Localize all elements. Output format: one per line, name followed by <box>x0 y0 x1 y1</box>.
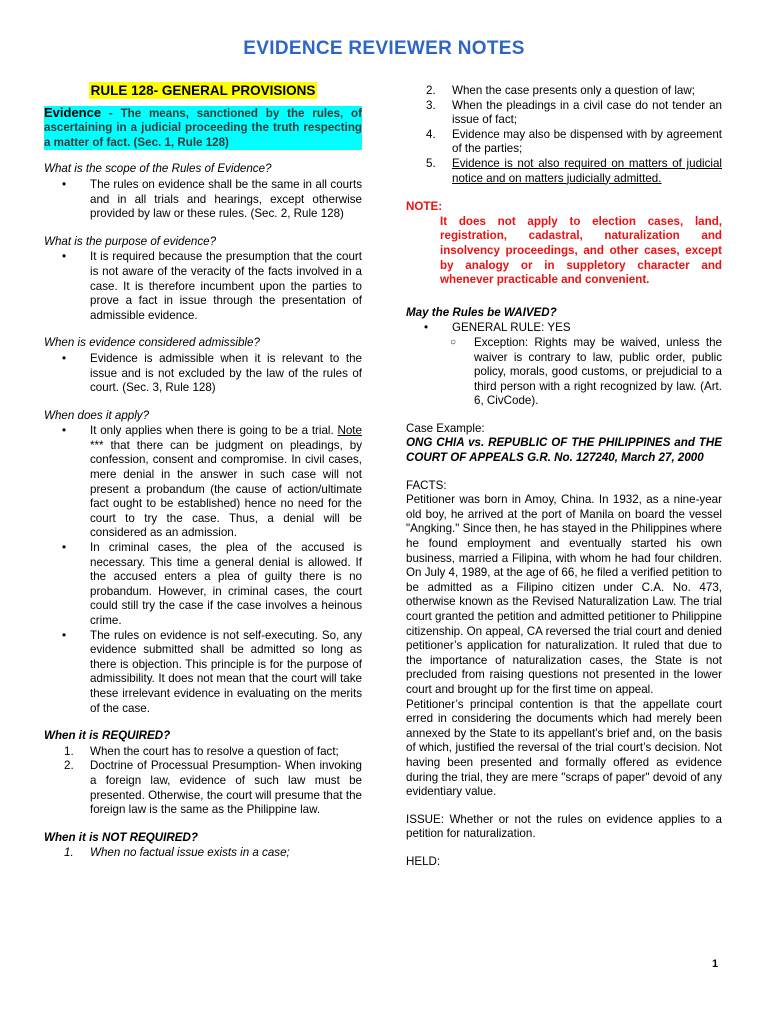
held-label: HELD: <box>406 854 441 868</box>
issue-paragraph: ISSUE: Whether or not the rules on evidence applies to a petition for naturalization. <box>406 812 722 841</box>
left-column <box>44 84 362 861</box>
note-underlined: Note <box>337 424 362 438</box>
list-item: • It is required because the presumption that the court is not aware of the veracity of the facts involved in a case. It is therefore incumbent upon the parties to prove a fact in issue through the presentation of admissible evidence. <box>62 250 362 322</box>
question-waived: May the Rules be WAIVED? <box>406 305 557 319</box>
list-item: • Evidence is admissible when it is relevant to the issue and is not excluded by the law of the rules of court. (Sec. 3, Rule 128) <box>62 351 362 395</box>
list-item: • The rules on evidence shall be the same in all courts and in all trials and hearings, except otherwise provided by law or these rules. (Sec. 2, Rule 128) <box>62 177 362 221</box>
list-item: 3. When the pleadings in a civil case do not tender an issue of fact; <box>426 98 722 127</box>
note-label: NOTE: <box>406 200 443 214</box>
list-item: ○ Exception: Rights may be waived, unless the waiver is contrary to law, public order, public policy, morals, good customs, or prejudicial to a third person with a right recognized by law. (Art. 6, CivCode). <box>450 335 722 408</box>
list-item: • In criminal cases, the plea of the accused is necessary. This time a general denial is allowed. If the accused enters a plea of guilty there is no probandum. However, in criminal cases, the court could still try the case if the case involves a heinous crime. <box>62 541 362 627</box>
bullet-icon: • <box>424 321 429 335</box>
list-item: • It only applies when there is going to be a trial. Note *** that there can be judgment on pleadings, by confession, consent and compromise. In civil cases, mere denial in the answer in such case will not present a probandum (the cause of action/ultimate fact ought to be established) hence no need for the court to try the case. Thus, a denial will be considered as an admission. <box>62 424 362 540</box>
bullet-icon: • <box>62 177 67 191</box>
case-title: ONG CHIA vs. REPUBLIC OF THE PHILIPPINES and THE COURT OF APPEALS G.R. No. 127240, March 27, 2000 <box>406 436 722 465</box>
evidence-definition <box>44 106 362 151</box>
question-required: When it is REQUIRED? <box>44 729 171 743</box>
facts-paragraph-2: Petitioner’s principal contention is that the appellate court erred in considering the documents which had merely been annexed by the State to its appellant’s brief and, on the basis of which, justified the reversal of the trial court’s decision. Not having been presented and formally offered as evidence during the trial, they are mere "scraps of paper" devoid of any evidentiary value. <box>406 697 722 799</box>
question-not-required: When it is NOT REQUIRED? <box>44 830 198 844</box>
document-title: EVIDENCE REVIEWER NOTES <box>243 38 525 59</box>
bullet-icon: • <box>62 541 67 555</box>
list-item: 1. When no factual issue exists in a case; <box>64 846 290 860</box>
bullet-icon: • <box>62 351 67 365</box>
evidence-def: - The means, sanctioned by the rules, of ascertaining in a judicial proceeding the truth respecting a matter of fact. (Sec. 1, Rule 128) <box>44 106 362 149</box>
list-item: 2. Doctrine of Processual Presumption- When invoking a foreign law, evidence of such law must be presented. Otherwise, the court will presume that the foreign law is the same as the Philippine law. <box>64 759 362 817</box>
circle-bullet-icon: ○ <box>450 336 457 348</box>
right-column <box>406 84 722 870</box>
rule-heading: RULE 128- GENERAL PROVISIONS <box>90 83 316 98</box>
case-example-label: Case Example: <box>406 421 485 435</box>
list-item: 5. Evidence is not also required on matters of judicial notice and on matters judicially admitted. <box>426 156 722 185</box>
question-apply: When does it apply? <box>44 408 150 422</box>
question-scope: What is the scope of the Rules of Evidence? <box>44 162 272 176</box>
evidence-term: Evidence <box>44 104 102 120</box>
facts-paragraph-1: Petitioner was born in Amoy, China. In 1932, as a nine-year old boy, he arrived at the port of Manila on board the vessel "Angking." Since then, he has stayed in the Philippines where he found employment and eventually started his own business, married a Filipina, with whom he had four children. On July 4, 1989, at the age of 66, he filed a verified petition to be admitted as a Filipino citizen under C.A. No. 473, otherwise known as the Revised Naturalization Law. The trial court granted the petition and admitted petitioner to Philippine citizenship. On appeal, CA reversed the trial court and denied petitioner’s application for naturalization. It ruled that due to the importance of naturalization cases, the State is not precluded from raising questions not presented in the lower court and brought up for the first time on appeal. <box>406 493 722 696</box>
list-item: 4. Evidence may also be dispensed with by agreement of the parties; <box>426 127 722 156</box>
list-item: 1. When the court has to resolve a question of fact; <box>64 744 339 758</box>
question-purpose: What is the purpose of evidence? <box>44 234 217 248</box>
list-item: 2. When the case presents only a question of law; <box>426 84 695 97</box>
list-item: • GENERAL RULE: YES <box>424 321 571 335</box>
list-item: • The rules on evidence is not self-executing. So, any evidence submitted shall be admitted so long as there is objection. This principle is for the purpose of admissibility. It does not mean that the court will take these irrelevant evidence in evaluating on the merits of the case. <box>62 628 362 715</box>
bullet-icon: • <box>62 250 67 264</box>
bullet-icon: • <box>62 424 67 438</box>
bullet-icon: • <box>62 628 67 642</box>
facts-label: FACTS: <box>406 478 447 492</box>
question-admissible: When is evidence considered admissible? <box>44 336 260 350</box>
page-number: 1 <box>712 958 719 970</box>
note-body: It does not apply to election cases, land, registration, cadastral, naturalization and insolvency proceedings, and other cases, except by analogy or in suppletory character and whenever practicable and convenient. <box>440 214 722 287</box>
